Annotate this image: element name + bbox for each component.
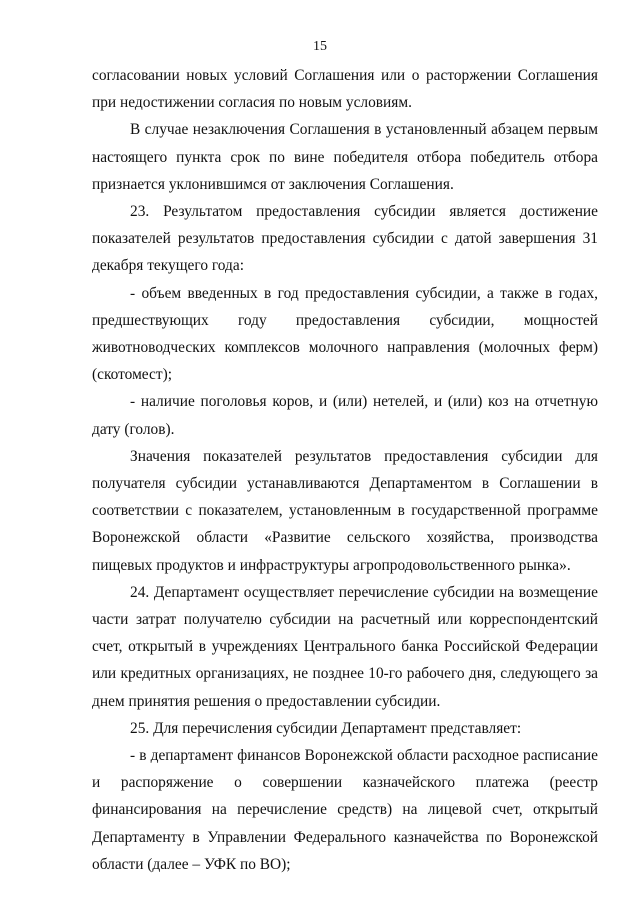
paragraph-item-24: 24. Департамент осуществляет перечисление субсидии на возмещение части затрат получателю субсидии на расчетный или корреспондентский счет, открытый в учреждениях Центрального банка Российской Федерации или кредитных организациях, не позднее 10-го рабочего дня, следующего за днем принятия решения о предоставлении субсидии. xyxy=(92,583,598,710)
paragraph-indicator-values: Значения показателей результатов предоставления субсидии для получателя субсидии устанавливаются Департаментом в Соглашении в соответствии с показателем, установленным в государственной программе Воронежской области «Развитие сельского хозяйства, производства пищевых продуктов и инфраструктуры агропродовольственного рынка». xyxy=(92,447,598,574)
paragraph-item-25: 25. Для перечисления субсидии Департамент представляет: xyxy=(130,719,522,737)
paragraph-item-23: 23. Результатом предоставления субсидии является достижение показателей результатов предоставления субсидии с датой завершения 31 декабря текущего года: xyxy=(92,203,598,275)
paragraph-item-23-bullet-livestock: - наличие поголовья коров, и (или) нетелей, и (или) коз на отчетную дату (голов). xyxy=(92,393,598,438)
paragraph-evasion-clause: В случае незаключения Соглашения в установленный абзацем первым настоящего пункта срок по вине победителя отбора победитель отбора признается уклонившимся от заключения Соглашения. xyxy=(92,121,598,193)
paragraph-continuation: согласовании новых условий Соглашения или о расторжении Соглашения при недостижении согласия по новым условиям. xyxy=(92,67,598,112)
page-number: 15 xyxy=(313,39,327,54)
paragraph-item-25-bullet-finance: - в департамент финансов Воронежской области расходное расписание и распоряжение о совершении казначейского платежа (реестр финансирования на перечисление средств) на лицевой счет, открытый Департаменту в Управлении Федерального казначейства по Воронежской области (далее – УФК по ВО); xyxy=(92,747,598,873)
document-body xyxy=(92,62,598,878)
paragraph-item-23-bullet-capacity: - объем введенных в год предоставления субсидии, а также в годах, предшествующих году предоставления субсидии, мощностей животноводческих комплексов молочного направления (молочных ферм) (скотомест); xyxy=(92,284,598,384)
